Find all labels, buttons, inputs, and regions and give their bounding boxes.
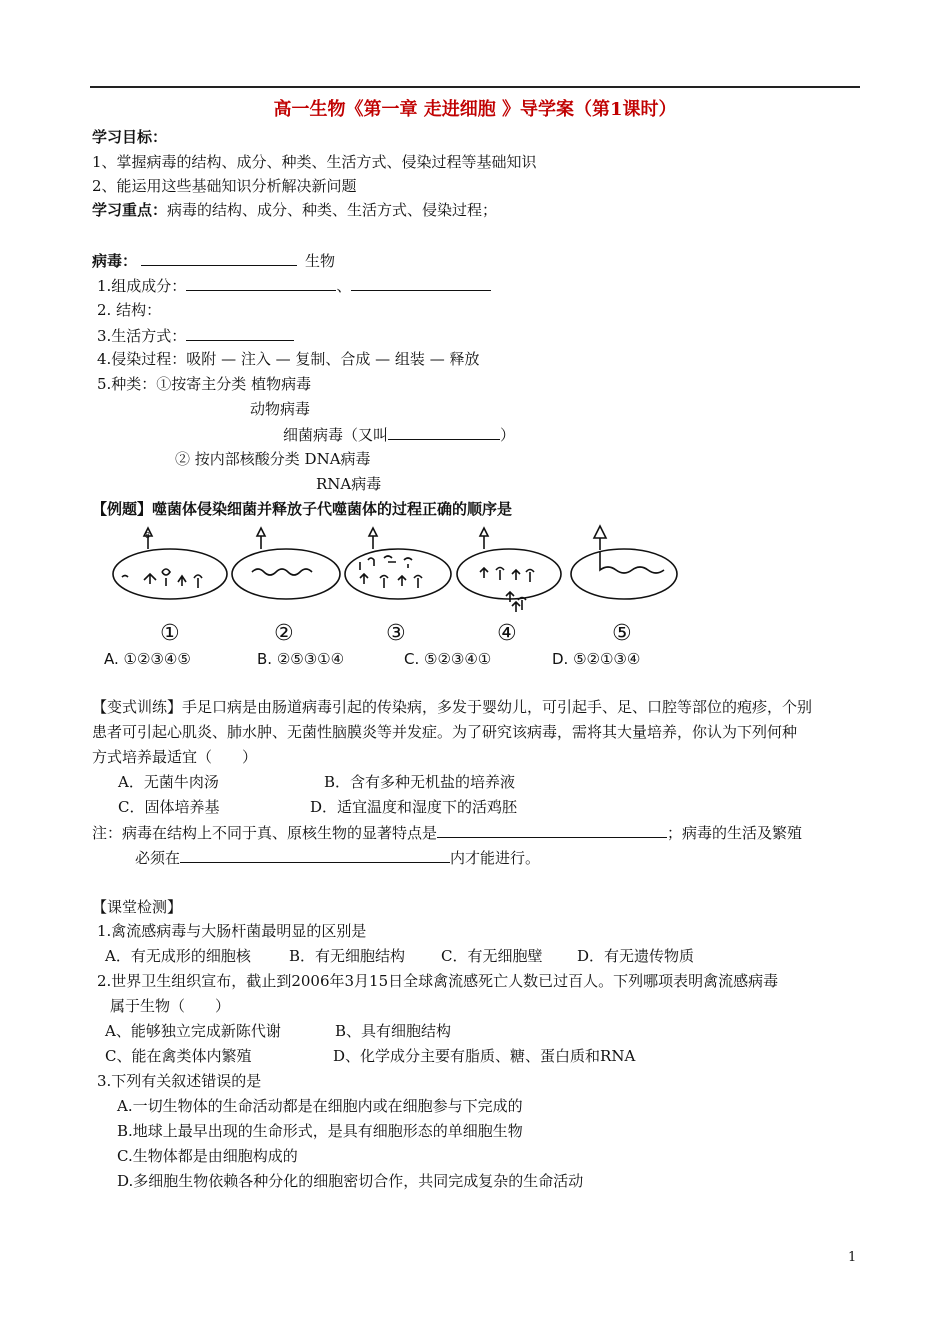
variant-text-1: 手足口病是由肠道病毒引起的传染病，多发于婴幼儿，可引起手、足、口腔等部位的疱疹，个别: [182, 698, 813, 716]
variant-line-2: 患者可引起心肌炎、肺水肿、无菌性脑膜炎等并发症。为了研究该病毒，需将其大量培养，你认为下列何种: [92, 723, 798, 741]
virus-label: 病毒：: [92, 252, 138, 270]
check-q1: 1.禽流感病毒与大肠杆菌最明显的区别是: [97, 922, 367, 940]
example-text: 噬菌体侵染细菌并释放子代噬菌体的过程正确的顺序是: [152, 500, 513, 518]
stage-label-5: ⑤: [612, 621, 632, 646]
example-question: [92, 499, 512, 519]
note-text-1: 注：病毒在结构上不同于真、原核生物的显著特点是: [92, 824, 438, 842]
example-option-d[interactable]: D. ⑤②①③④: [552, 650, 641, 668]
key-points-text: 病毒的结构、成分、种类、生活方式、侵染过程；: [167, 201, 498, 219]
types-line: 5.种类：①按寄主分类 植物病毒: [97, 375, 312, 393]
q3-option-c[interactable]: C.生物体都是由细胞构成的: [117, 1147, 298, 1165]
example-option-c[interactable]: C. ⑤②③④①: [404, 650, 492, 668]
q3-option-b[interactable]: B.地球上最早出现的生命形式，是具有细胞形态的单细胞生物: [117, 1122, 523, 1140]
check-q2-line-2: 属于生物（ ）: [110, 997, 231, 1015]
variant-line-3: 方式培养最适宜（ ）: [92, 748, 258, 766]
stage-2-diagram: [232, 528, 340, 599]
rna-virus: RNA病毒: [316, 475, 382, 493]
header-rule: [90, 86, 860, 88]
stage-5-diagram: [571, 526, 677, 599]
note-line-2: [135, 847, 540, 868]
lifestyle-label: 3.生活方式：: [97, 327, 187, 345]
bacterial-virus-line: [283, 424, 515, 445]
lifestyle-line: [97, 325, 294, 346]
q3-option-a[interactable]: A.一切生物体的生命活动都是在细胞内或在细胞参与下完成的: [117, 1097, 523, 1115]
stage-label-3: ③: [386, 621, 406, 646]
q1-option-a[interactable]: A．有无成形的细胞核: [105, 947, 251, 965]
variant-option-c[interactable]: C．固体培养基: [118, 798, 220, 816]
page-number: 1: [848, 1250, 857, 1265]
note-text-4: 内才能进行。: [450, 849, 541, 867]
bacterial-virus-label: 细菌病毒（又叫: [283, 426, 389, 444]
variant-label: 【变式训练】: [92, 698, 183, 716]
stage-3-diagram: [345, 528, 451, 599]
stage-1-diagram: [113, 528, 227, 599]
variant-option-a[interactable]: A．无菌牛肉汤: [118, 773, 219, 791]
example-label: 【例题】: [92, 500, 153, 518]
note-blank-2[interactable]: [180, 847, 450, 863]
stage-label-4: ④: [497, 621, 517, 646]
q2-option-d[interactable]: D、化学成分主要有脂质、糖、蛋白质和RNA: [333, 1047, 636, 1065]
infection-line: 4.侵染过程：吸附 — 注入 — 复制、合成 — 组装 — 释放: [97, 350, 480, 368]
note-text-2: ；病毒的生活及繁殖: [667, 824, 803, 842]
lifestyle-blank[interactable]: [186, 325, 294, 341]
phage-infection-figure: [92, 522, 692, 672]
composition-line: [97, 275, 491, 296]
stage-label-1: ①: [160, 621, 180, 646]
q2-option-c[interactable]: C、能在禽类体内繁殖: [105, 1047, 252, 1065]
stage-label-2: ②: [274, 621, 294, 646]
page-title: 高一生物《第一章 走进细胞 》导学案（第1课时）: [273, 99, 677, 120]
note-line-1: [92, 822, 802, 843]
composition-sep: 、: [336, 277, 352, 295]
q1-option-d[interactable]: D．有无遗传物质: [577, 947, 695, 965]
note-text-3: 必须在: [135, 849, 181, 867]
goals-heading: 学习目标：: [92, 128, 168, 146]
q2-option-a[interactable]: A、能够独立完成新陈代谢: [105, 1022, 281, 1040]
structure-line: 2. 结构：: [97, 301, 162, 319]
animal-virus: 动物病毒: [250, 400, 311, 418]
check-q3: 3.下列有关叙述错误的是: [97, 1072, 262, 1090]
composition-label: 1.组成成分：: [97, 277, 187, 295]
composition-blank-2[interactable]: [351, 275, 491, 291]
virus-definition: [92, 250, 335, 271]
key-points: [92, 200, 497, 220]
virus-suffix: 生物: [305, 252, 336, 270]
example-option-a[interactable]: A. ①②③④⑤: [104, 650, 191, 668]
phage-blank[interactable]: [388, 424, 500, 440]
composition-blank-1[interactable]: [186, 275, 336, 291]
note-blank-1[interactable]: [437, 822, 667, 838]
bacterial-virus-end: ）: [500, 426, 516, 444]
svg-text:8: 8: [145, 531, 151, 540]
nucleic-line: ② 按内部核酸分类 DNA病毒: [175, 450, 371, 468]
q1-option-b[interactable]: B．有无细胞结构: [289, 947, 406, 965]
goal-item: 2、能运用这些基础知识分析解决新问题: [92, 177, 357, 195]
virus-type-blank[interactable]: [141, 250, 297, 266]
q2-option-b[interactable]: B、具有细胞结构: [335, 1022, 452, 1040]
variant-option-b[interactable]: B．含有多种无机盐的培养液: [324, 773, 516, 791]
variant-line-1: [92, 697, 812, 717]
example-option-b[interactable]: B. ②⑤③①④: [257, 650, 345, 668]
check-q2-line-1: 2.世界卫生组织宣布，截止到2006年3月15日全球禽流感死亡人数已过百人。下列哪项表明禽流感病毒: [97, 972, 779, 990]
q1-option-c[interactable]: C．有无细胞壁: [441, 947, 543, 965]
check-heading: 【课堂检测】: [92, 898, 183, 916]
goal-item: 1、掌握病毒的结构、成分、种类、生活方式、侵染过程等基础知识: [92, 153, 537, 171]
key-points-label: 学习重点：: [92, 201, 168, 219]
variant-option-d[interactable]: D．适宜温度和湿度下的活鸡胚: [310, 798, 518, 816]
stage-4-diagram: [457, 528, 561, 612]
q3-option-d[interactable]: D.多细胞生物依赖各种分化的细胞密切合作，共同完成复杂的生命活动: [117, 1172, 584, 1190]
